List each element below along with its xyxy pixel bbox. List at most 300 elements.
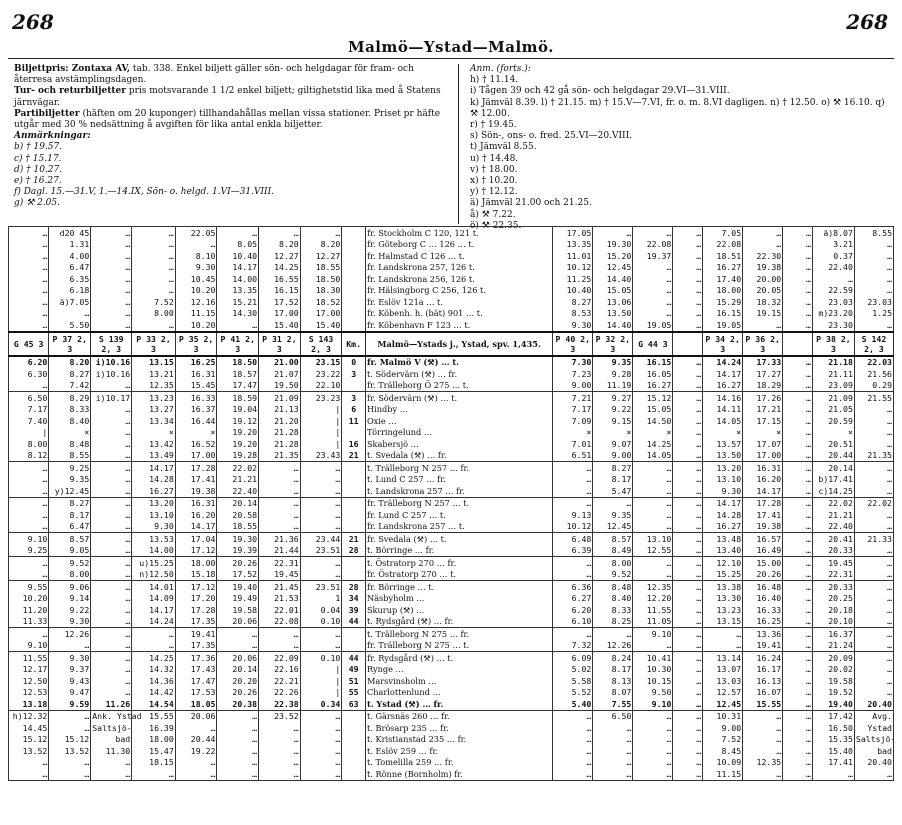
fare-note-heading: Partibiljetter	[14, 108, 80, 119]
table-row	[9, 509, 894, 521]
train-header: G 45 3	[9, 332, 49, 356]
time-cell: 15.29	[703, 296, 743, 308]
time-cell: …	[175, 239, 217, 251]
time-cell: …	[132, 239, 176, 251]
time-cell: 11.33	[9, 616, 49, 628]
time-cell: …	[783, 308, 813, 320]
time-cell: …	[259, 628, 301, 640]
time-cell: 21.20	[259, 415, 301, 427]
time-cell: 10.12	[553, 521, 593, 533]
km-cell	[342, 474, 366, 486]
table-row	[9, 239, 894, 251]
time-cell: …	[854, 675, 893, 687]
time-cell: 9.15	[593, 415, 633, 427]
time-cell: 14.01	[132, 581, 176, 593]
time-cell: 18.50	[217, 356, 259, 369]
time-cell: …	[553, 485, 593, 497]
time-cell: 13.42	[132, 438, 176, 450]
station-cell: t. Tomelilla 259 … fr.	[365, 757, 552, 769]
time-cell: …	[633, 569, 673, 581]
time-cell: …	[633, 227, 673, 239]
time-cell: …	[633, 262, 673, 274]
time-cell: …	[743, 745, 783, 757]
time-cell: …	[91, 427, 132, 439]
time-cell: 0.34	[300, 698, 342, 710]
time-cell: 17.12	[175, 581, 217, 593]
time-cell: …	[259, 474, 301, 486]
time-cell: …	[259, 497, 301, 509]
time-cell: 22.26	[259, 687, 301, 699]
time-cell: 10.40	[553, 285, 593, 297]
station-cell: t. Brösarp 235 … fr.	[365, 722, 552, 734]
time-cell: 20.26	[217, 687, 259, 699]
time-cell: 6.47	[49, 521, 91, 533]
time-cell: 17.36	[175, 652, 217, 664]
time-cell: 9.52	[593, 569, 633, 581]
time-cell: …	[300, 628, 342, 640]
time-cell: …	[91, 474, 132, 486]
time-cell: 13.34	[132, 415, 176, 427]
time-cell: …	[673, 308, 703, 320]
time-cell: i)10.16	[91, 368, 132, 380]
time-cell: 9.47	[49, 687, 91, 699]
time-cell: 13.18	[9, 698, 49, 710]
time-cell: 10.09	[703, 757, 743, 769]
time-cell: …	[553, 734, 593, 746]
time-cell: …	[91, 415, 132, 427]
time-cell: 19.58	[217, 604, 259, 616]
time-cell: 8.48	[593, 581, 633, 593]
time-cell: 11.19	[593, 380, 633, 392]
time-cell: …	[132, 273, 176, 285]
time-cell: …	[175, 722, 217, 734]
time-cell: …	[633, 710, 673, 722]
time-cell: 8.57	[593, 533, 633, 545]
time-cell: 13.52	[9, 745, 49, 757]
time-cell: …	[783, 616, 813, 628]
time-cell: 16.48	[743, 581, 783, 593]
km-cell: 28	[342, 581, 366, 593]
time-cell: …	[673, 509, 703, 521]
time-cell: 8.00	[132, 308, 176, 320]
time-cell: …	[593, 722, 633, 734]
time-cell: ×	[703, 427, 743, 439]
time-cell: 20.26	[743, 569, 783, 581]
time-cell: 20.14	[812, 462, 854, 474]
time-cell: …	[673, 319, 703, 332]
time-cell: 13.50	[593, 308, 633, 320]
table-row	[9, 438, 894, 450]
train-header: P 35 2, 3	[175, 332, 217, 356]
time-cell: 15.18	[175, 569, 217, 581]
time-cell: 3.21	[812, 239, 854, 251]
time-cell: 17.43	[175, 664, 217, 676]
time-cell: …	[812, 273, 854, 285]
time-cell: …	[91, 557, 132, 569]
time-cell: m)23.20	[812, 308, 854, 320]
time-cell: 6.36	[553, 581, 593, 593]
time-cell: 16.20	[175, 509, 217, 521]
time-cell: …	[633, 308, 673, 320]
time-cell: 13.53	[132, 533, 176, 545]
time-cell: …	[132, 768, 176, 780]
time-cell: …	[9, 497, 49, 509]
time-cell: …	[783, 640, 813, 652]
time-cell: 9.10	[633, 698, 673, 710]
time-cell: …	[633, 521, 673, 533]
time-cell: 23.23	[300, 392, 342, 404]
time-cell: 6.09	[553, 652, 593, 664]
time-cell: 17.26	[743, 392, 783, 404]
table-row	[9, 227, 894, 239]
time-cell: …	[673, 474, 703, 486]
time-cell: 13.38	[703, 581, 743, 593]
time-cell: …	[217, 640, 259, 652]
fare-notes	[14, 64, 444, 210]
km-cell: 3	[342, 392, 366, 404]
time-cell: 17.47	[175, 675, 217, 687]
time-cell: …	[217, 757, 259, 769]
time-cell: …	[673, 285, 703, 297]
time-cell: 18.00	[703, 285, 743, 297]
time-cell: …	[91, 664, 132, 676]
time-cell: 8.27	[593, 462, 633, 474]
time-cell: 13.40	[703, 545, 743, 557]
time-cell: …	[854, 485, 893, 497]
page-number-left: 268	[12, 10, 54, 34]
time-cell: 14.17	[175, 521, 217, 533]
time-cell: 22.01	[259, 604, 301, 616]
time-cell: 8.17	[593, 474, 633, 486]
km-cell	[342, 250, 366, 262]
time-cell: …	[91, 308, 132, 320]
time-cell: 17.00	[300, 308, 342, 320]
time-cell: 13.06	[593, 296, 633, 308]
time-cell: 6.27	[553, 593, 593, 605]
time-cell: …	[91, 687, 132, 699]
time-cell: …	[673, 640, 703, 652]
train-header: P 34 2, 3	[703, 332, 743, 356]
time-cell: 20.06	[175, 710, 217, 722]
time-cell: 14.00	[217, 273, 259, 285]
station-cell: t. Börringe … fr.	[365, 545, 552, 557]
time-cell: 13.15	[132, 356, 176, 369]
time-cell: …	[300, 640, 342, 652]
time-cell: 14.17	[132, 462, 176, 474]
station-cell: fr. Trälleborg N 275 … t.	[365, 640, 552, 652]
time-cell: …	[673, 768, 703, 780]
time-cell: 21.55	[854, 392, 893, 404]
fare-note-text: tab. 338. Enkel biljett gäller sön- och helgdagar för fram- och återresa avstämplingsdagen.	[14, 64, 414, 86]
time-cell: …	[673, 533, 703, 545]
station-cell: t. Ystad (⚒) … fr.	[365, 698, 552, 710]
time-cell: …	[783, 450, 813, 462]
time-cell: 22.08	[703, 239, 743, 251]
time-cell: h)12.32	[9, 710, 49, 722]
km-cell: 21	[342, 450, 366, 462]
time-cell: …	[259, 640, 301, 652]
time-cell: …	[9, 380, 49, 392]
time-cell: …	[132, 262, 176, 274]
train-header: P 33 2, 3	[132, 332, 176, 356]
time-cell: 6.35	[49, 273, 91, 285]
time-cell: 19.38	[743, 262, 783, 274]
time-cell: 22.10	[300, 380, 342, 392]
time-cell: ×	[743, 427, 783, 439]
time-cell: …	[783, 533, 813, 545]
time-cell: 22.02	[812, 497, 854, 509]
time-cell: ×	[132, 427, 176, 439]
time-cell: 8.05	[217, 239, 259, 251]
time-cell: 13.35	[553, 239, 593, 251]
time-cell: b)17.41	[812, 474, 854, 486]
time-cell: 7.32	[553, 640, 593, 652]
time-cell: …	[132, 640, 176, 652]
time-cell: 21.44	[259, 545, 301, 557]
time-cell: 13.21	[132, 368, 176, 380]
time-cell: 14.00	[132, 545, 176, 557]
time-cell: …	[673, 462, 703, 474]
time-cell: 9.35	[593, 509, 633, 521]
time-cell: …	[553, 474, 593, 486]
time-cell: 21.21	[217, 474, 259, 486]
time-cell: 17.12	[175, 545, 217, 557]
remark-item: c) † 15.17.	[14, 153, 62, 164]
time-cell: …	[854, 509, 893, 521]
time-cell: 12.26	[593, 640, 633, 652]
time-cell: 10.12	[553, 262, 593, 274]
time-cell: …	[783, 722, 813, 734]
time-cell: …	[783, 296, 813, 308]
time-cell: …	[743, 319, 783, 332]
time-cell: …	[300, 474, 342, 486]
station-cell: fr. Landskrona 257, 126 t.	[365, 262, 552, 274]
time-cell: 8.33	[49, 404, 91, 416]
time-cell: …	[593, 734, 633, 746]
time-cell: …	[9, 239, 49, 251]
time-cell: …	[9, 757, 49, 769]
time-cell: …	[673, 557, 703, 569]
time-cell: 15.47	[132, 745, 176, 757]
time-cell: 20.06	[217, 616, 259, 628]
time-cell: 9.10	[633, 628, 673, 640]
time-cell: 22.31	[812, 569, 854, 581]
timetable	[8, 226, 894, 781]
time-cell: 8.33	[593, 604, 633, 616]
time-cell: 19.39	[217, 545, 259, 557]
time-cell: 6.30	[9, 368, 49, 380]
time-cell: …	[783, 319, 813, 332]
time-cell: 19.15	[743, 308, 783, 320]
km-cell	[342, 227, 366, 239]
time-cell: …	[49, 722, 91, 734]
time-cell: 17.35	[175, 640, 217, 652]
time-cell: …	[300, 757, 342, 769]
time-cell: 21.11	[812, 368, 854, 380]
time-cell: 20.26	[217, 557, 259, 569]
time-cell: …	[673, 757, 703, 769]
fare-note	[14, 86, 444, 108]
time-cell: bad	[854, 745, 893, 757]
km-cell: 6	[342, 404, 366, 416]
time-cell: 17.00	[175, 450, 217, 462]
time-cell: 16.27	[132, 485, 176, 497]
time-cell: 19.41	[743, 640, 783, 652]
station-cell: Rynge …	[365, 664, 552, 676]
time-cell: 20.40	[854, 698, 893, 710]
time-cell: 9.30	[132, 521, 176, 533]
table-row	[9, 332, 894, 356]
time-cell: 8.00	[49, 569, 91, 581]
time-cell: 13.23	[703, 604, 743, 616]
station-cell: Skurup (⚒) …	[365, 604, 552, 616]
station-cell: Törringelund …	[365, 427, 552, 439]
time-cell: 22.30	[743, 250, 783, 262]
km-cell: 55	[342, 687, 366, 699]
time-cell: 19.05	[633, 319, 673, 332]
time-cell: 4.00	[49, 250, 91, 262]
time-cell: …	[743, 734, 783, 746]
time-cell: 7.01	[553, 438, 593, 450]
time-cell: 9.13	[553, 509, 593, 521]
time-cell: 8.29	[49, 392, 91, 404]
time-cell: 23.09	[812, 380, 854, 392]
time-cell: 17.41	[743, 509, 783, 521]
time-cell: 17.42	[812, 710, 854, 722]
time-cell: 16.27	[703, 380, 743, 392]
station-cell: t. Lund C 257 … fr.	[365, 474, 552, 486]
time-cell: 1	[300, 593, 342, 605]
time-cell: 13.30	[703, 593, 743, 605]
time-cell: 22.08	[259, 616, 301, 628]
time-cell: 22.59	[812, 285, 854, 297]
time-cell: 14.45	[9, 722, 49, 734]
time-cell: …	[300, 569, 342, 581]
time-cell: 8.40	[593, 593, 633, 605]
time-cell: 10.31	[703, 710, 743, 722]
time-cell: …	[49, 757, 91, 769]
time-cell: 18.00	[132, 734, 176, 746]
time-cell: 11.55	[9, 652, 49, 664]
remark-item: å) ⚒ 7.22.	[470, 209, 516, 220]
time-cell: …	[854, 616, 893, 628]
remark-item: e) † 16.27.	[14, 176, 62, 187]
time-cell: 7.52	[703, 734, 743, 746]
time-cell: ä)8.07	[812, 227, 854, 239]
time-cell: …	[259, 521, 301, 533]
time-cell: …	[300, 745, 342, 757]
time-cell: 9.06	[49, 581, 91, 593]
table-row	[9, 308, 894, 320]
table-row	[9, 722, 894, 734]
time-cell: 20.38	[217, 698, 259, 710]
time-cell: 16.31	[743, 462, 783, 474]
time-cell: …	[259, 745, 301, 757]
time-cell: …	[854, 404, 893, 416]
time-cell: 16.37	[175, 404, 217, 416]
time-cell: …	[91, 533, 132, 545]
station-cell: t. Trälleborg N 257 … fr.	[365, 462, 552, 474]
time-cell: 19.04	[217, 404, 259, 416]
time-cell: 21.09	[812, 392, 854, 404]
time-cell: 14.28	[132, 474, 176, 486]
time-cell: 9.59	[49, 698, 91, 710]
time-cell: 9.30	[175, 262, 217, 274]
station-cell: t. Södervärn (⚒) … fr.	[365, 368, 552, 380]
table-row	[9, 745, 894, 757]
time-cell: …	[217, 628, 259, 640]
time-cell: 19.30	[593, 239, 633, 251]
time-cell: 14.09	[132, 593, 176, 605]
fare-note-text: (häften om 20 kuponger) tillhandahållas mellan vissa stationer. Priset pr häfte utgår med 30 % nedsättning å avgiften för lika antal enkla biljetter.	[14, 108, 441, 131]
time-cell: 16.55	[259, 273, 301, 285]
time-cell: …	[783, 675, 813, 687]
time-cell: 20.02	[812, 664, 854, 676]
station-cell: t. Svedala (⚒) … fr.	[365, 450, 552, 462]
time-cell: 13.48	[703, 533, 743, 545]
km-cell: 34	[342, 593, 366, 605]
time-cell: 13.14	[703, 652, 743, 664]
time-cell: 18.50	[300, 273, 342, 285]
time-cell: 5.40	[553, 698, 593, 710]
time-cell: …	[593, 497, 633, 509]
time-cell: 16.17	[743, 664, 783, 676]
table-row	[9, 285, 894, 297]
fare-note-text: pris motsvarande 1 1/2 enkel biljett; giltighetstid lika med å Statens järnvägar.	[14, 86, 441, 108]
time-cell: …	[854, 768, 893, 780]
time-cell: 23.44	[300, 533, 342, 545]
time-cell: …	[703, 628, 743, 640]
time-cell: 19.58	[812, 675, 854, 687]
time-cell: 14.05	[633, 450, 673, 462]
time-cell: 0.04	[300, 604, 342, 616]
time-cell: …	[633, 285, 673, 297]
time-cell: 8.55	[49, 450, 91, 462]
time-cell: 9.30	[49, 652, 91, 664]
time-cell: …	[300, 485, 342, 497]
time-cell: ×	[553, 427, 593, 439]
remark-item: ä) Jämväl 21.00 och 21.25.	[470, 198, 592, 209]
time-cell: …	[673, 239, 703, 251]
time-cell: bad	[91, 734, 132, 746]
time-cell: 20.20	[217, 675, 259, 687]
time-cell: …	[593, 227, 633, 239]
km-cell	[342, 308, 366, 320]
time-cell: …	[783, 485, 813, 497]
time-cell: 20.05	[743, 285, 783, 297]
time-cell: i)10.17	[91, 392, 132, 404]
time-cell: 8.48	[49, 438, 91, 450]
time-cell: 15.40	[812, 745, 854, 757]
train-header	[673, 332, 703, 356]
time-cell: 7.21	[553, 392, 593, 404]
time-cell: 20.58	[217, 509, 259, 521]
train-header: G 44 3	[633, 332, 673, 356]
time-cell: 14.17	[703, 368, 743, 380]
time-cell: 23.43	[300, 450, 342, 462]
time-cell: …	[9, 569, 49, 581]
table-row	[9, 485, 894, 497]
time-cell: 12.35	[633, 581, 673, 593]
time-cell: …	[91, 239, 132, 251]
time-cell: 17.52	[217, 569, 259, 581]
time-cell: 18.29	[743, 380, 783, 392]
time-cell: |	[300, 415, 342, 427]
time-cell: …	[854, 239, 893, 251]
time-cell: 16.39	[132, 722, 176, 734]
time-cell: 17.47	[217, 380, 259, 392]
time-cell: 19.41	[175, 628, 217, 640]
